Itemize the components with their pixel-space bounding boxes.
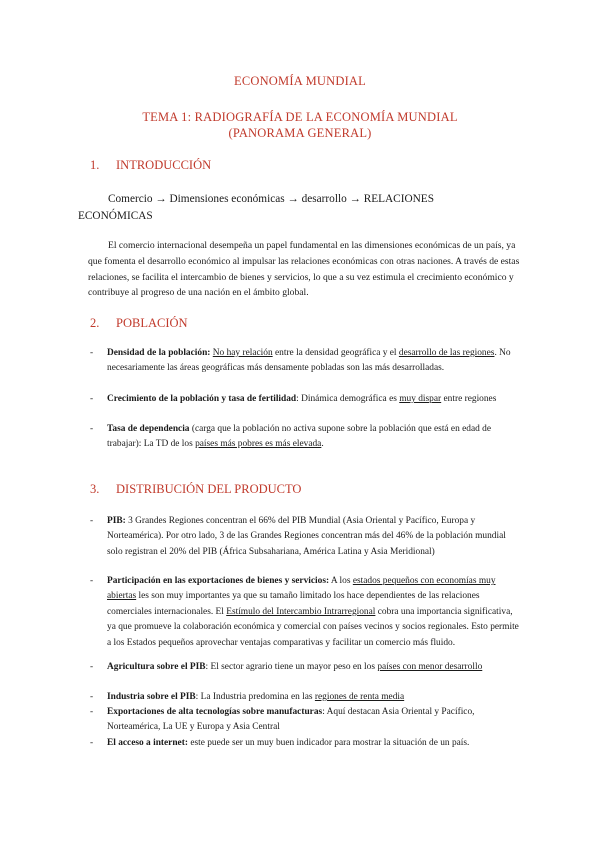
section-number: 3. bbox=[90, 482, 100, 496]
list-item-alta-tecnologia bbox=[90, 705, 520, 736]
item-text: : El sector agrario tiene un mayor peso en los bbox=[205, 662, 378, 672]
item-text: A los bbox=[329, 576, 353, 586]
underlined-term: regiones de renta media bbox=[314, 692, 405, 702]
item-text: cobra una importancia significativa, ya que promueve la colaboración económica y comercial con países vecinos y socios regionales. Esto permite a los Estados pequeños aprovechar ventajas comparativas y facilitar un comercio más fluido. bbox=[107, 606, 519, 648]
item-text: . bbox=[321, 439, 324, 450]
section-title: DISTRIBUCIÓN DEL PRODUCTO bbox=[116, 482, 302, 496]
item-label: Participación en las exportaciones de bienes y servicios: bbox=[107, 576, 330, 586]
bullet-dash: - bbox=[90, 516, 94, 526]
item-text: : Aquí destacan Asia Oriental y Pacífico, Norteamérica, La UE y Europa y Asia Central bbox=[107, 707, 475, 733]
concept-chain-line1: Comercio → Dimensiones económicas → desarrollo → RELACIONES bbox=[108, 193, 434, 205]
bullet-dash: - bbox=[90, 576, 94, 586]
item-text: : La Industria predomina en las bbox=[195, 692, 315, 702]
section-number: 1. bbox=[90, 158, 100, 172]
underlined-term: estados pequeños con economías muy abiertas bbox=[107, 576, 496, 602]
list-item-pib bbox=[90, 514, 520, 560]
item-text: entre regiones bbox=[441, 394, 497, 404]
item-text: 3 Grandes Regiones concentran el 66% del PIB Mundial (Asia Oriental y Pacífico, Europa y Norteamérica). Por otro lado, 3 de las Grandes Regiones concentran más del 46% de la población mundial solo registran el 20% del PIB (África Subsahariana, América Latina y Asia Meridional) bbox=[107, 516, 506, 557]
item-text: entre la densidad geográfica y el bbox=[272, 348, 399, 358]
intro-paragraph: El comercio internacional desempeña un papel fundamental en las dimensiones económicas de un país, ya que fomenta el desarrollo económico al impulsar las relaciones económicas con otras naciones. A través de estas relaciones, se facilita el intercambio de bienes y servicios, lo que a su vez estimula el crecimiento económico y contribuye al progreso de una nación en el ámbito global. bbox=[88, 240, 520, 299]
concept-chain-line2: ECONÓMICAS bbox=[78, 210, 153, 222]
section-heading-poblacion bbox=[90, 316, 188, 331]
item-label: Exportaciones de alta tecnologías sobre manufacturas bbox=[107, 707, 323, 717]
section-title: POBLACIÓN bbox=[116, 316, 188, 330]
list-item-exportaciones bbox=[90, 574, 520, 651]
list-item-densidad bbox=[90, 346, 520, 377]
bullet-dash: - bbox=[90, 394, 94, 404]
item-text: este puede ser un muy buen indicador para mostrar la situación de un país. bbox=[187, 738, 470, 748]
item-text: : Dinámica demográfica es bbox=[296, 394, 400, 404]
list-item-agricultura bbox=[90, 660, 520, 675]
list-item-internet bbox=[90, 736, 520, 751]
section-heading-introduccion bbox=[90, 158, 211, 173]
list-item-crecimiento bbox=[90, 392, 520, 407]
underlined-term: países más pobres es más elevada bbox=[195, 439, 322, 450]
underlined-term: muy dispar bbox=[399, 394, 442, 404]
underlined-term: No hay relación bbox=[212, 348, 273, 358]
underlined-term: países con menor desarrollo bbox=[377, 662, 483, 672]
bullet-dash: - bbox=[90, 424, 94, 434]
list-item-dependencia bbox=[90, 422, 520, 453]
bullet-dash: - bbox=[90, 692, 94, 702]
bullet-dash: - bbox=[90, 707, 94, 717]
item-label: Agricultura sobre el PIB bbox=[107, 662, 206, 672]
item-text: les son muy importantes ya que su tamaño limitado los hace dependientes de las relaciones comerciales internacionales. El bbox=[107, 591, 480, 617]
underlined-term: desarrollo de las regiones bbox=[398, 348, 495, 358]
section-number: 2. bbox=[90, 316, 100, 330]
topic-title-line2: (PANORAMA GENERAL) bbox=[228, 126, 372, 140]
item-label: Tasa de dependencia bbox=[107, 424, 190, 434]
item-text: . No necesariamente las áreas geográficas más densamente pobladas son las más desarrolladas. bbox=[107, 348, 511, 374]
section-title: INTRODUCCIÓN bbox=[116, 158, 212, 172]
concept-chain bbox=[78, 191, 518, 208]
underlined-term: Estímulo del Intercambio Intrarregional bbox=[226, 606, 376, 617]
item-label: Densidad de la población: bbox=[107, 348, 211, 358]
item-label: PIB: bbox=[107, 516, 126, 526]
bullet-dash: - bbox=[90, 738, 94, 748]
item-label: El acceso a internet: bbox=[107, 738, 188, 748]
topic-title-line1: TEMA 1: RADIOGRAFÍA DE LA ECONOMÍA MUNDIAL bbox=[142, 110, 458, 124]
bullet-dash: - bbox=[90, 348, 94, 358]
document-title: ECONOMÍA MUNDIAL bbox=[233, 74, 366, 88]
item-text: (carga que la población no activa supone sobre la población que está en edad de trabajar): La TD de los bbox=[107, 424, 492, 450]
bullet-dash: - bbox=[90, 662, 94, 672]
section-heading-distribucion bbox=[90, 482, 301, 497]
item-label: Crecimiento de la población y tasa de fertilidad bbox=[107, 394, 297, 404]
item-label: Industria sobre el PIB bbox=[107, 692, 196, 702]
list-item-industria bbox=[90, 690, 520, 705]
